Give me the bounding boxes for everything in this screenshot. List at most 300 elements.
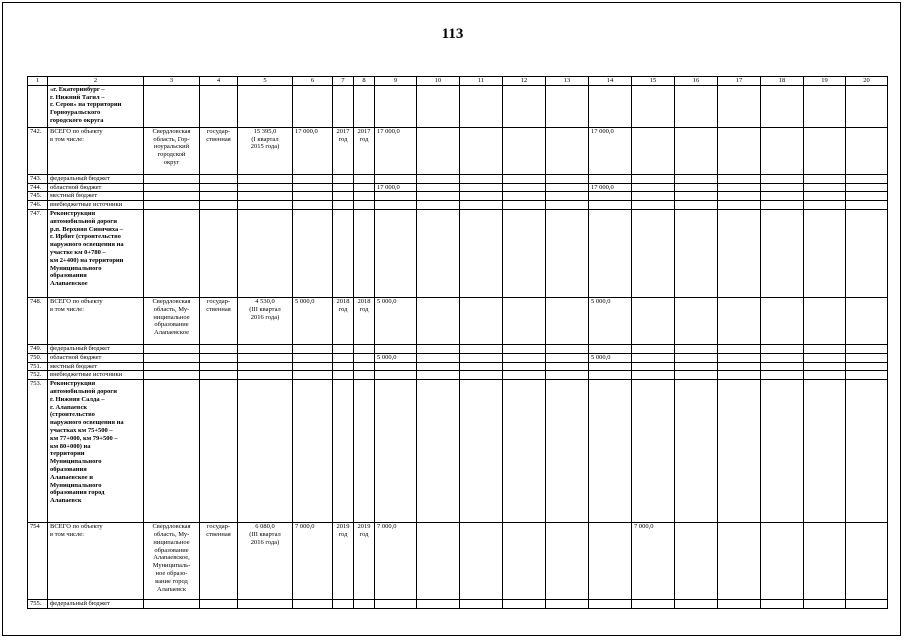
table-row	[28, 127, 888, 174]
table-row	[28, 523, 888, 600]
cell-c3: Свердловская область, Му- ниципальное образование Алапаевское, Муниципаль- ное образо- вание город Алапаевск	[144, 523, 200, 600]
cell-c9	[375, 600, 417, 609]
cell-c3	[144, 174, 200, 183]
empty-cell	[417, 362, 460, 371]
cell-c8	[354, 344, 375, 353]
cell-c14: 17 000,0	[589, 127, 632, 174]
cell-c14: 17 000,0	[589, 183, 632, 192]
cell-c6	[293, 201, 333, 210]
cell-c4	[200, 600, 238, 609]
empty-cell	[417, 192, 460, 201]
cell-c4: государ- ственная	[200, 523, 238, 600]
row-number: 753.	[28, 380, 48, 523]
table-row	[28, 362, 888, 371]
cell-c5	[238, 344, 293, 353]
empty-cell	[460, 344, 503, 353]
empty-cell	[417, 209, 460, 297]
cell-c3	[144, 353, 200, 362]
empty-cell	[761, 523, 804, 600]
empty-cell	[718, 380, 761, 523]
row-name: Реконструкция автомобильной дороги г. Нижняя Салда – г. Алапаевск (строительство наружного освещения на участках км 75+500 – км 77+000, км 79+500 – км 80+000) на территории Муниципального образования Алапаевское и Муниципального образования город Алапаевск	[48, 380, 144, 523]
empty-cell	[675, 380, 718, 523]
empty-cell	[804, 600, 846, 609]
cell-c14	[589, 174, 632, 183]
empty-cell	[546, 201, 589, 210]
cell-c6	[293, 192, 333, 201]
empty-cell	[546, 192, 589, 201]
table-row	[28, 192, 888, 201]
cell-c3	[144, 209, 200, 297]
table-row	[28, 297, 888, 344]
row-name: федеральный бюджет	[48, 344, 144, 353]
cell-c5	[238, 183, 293, 192]
cell-c15	[632, 600, 675, 609]
empty-cell	[675, 371, 718, 380]
page-number: 113	[441, 26, 464, 42]
row-name: ВСЕГО по объекту в том числе:	[48, 127, 144, 174]
cell-c4	[200, 201, 238, 210]
cell-c14	[589, 209, 632, 297]
empty-cell	[761, 192, 804, 201]
empty-cell	[460, 174, 503, 183]
empty-cell	[503, 600, 546, 609]
cell-c8	[354, 183, 375, 192]
empty-cell	[846, 523, 888, 600]
cell-c9: 17 000,0	[375, 127, 417, 174]
cell-c7	[333, 174, 354, 183]
cell-c4	[200, 183, 238, 192]
empty-cell	[417, 183, 460, 192]
empty-cell	[503, 523, 546, 600]
empty-cell	[460, 127, 503, 174]
empty-cell	[546, 127, 589, 174]
column-header: 6	[293, 77, 333, 86]
row-number	[28, 85, 48, 127]
cell-c15: 7 000,0	[632, 523, 675, 600]
cell-c7	[333, 371, 354, 380]
cell-c15	[632, 362, 675, 371]
cell-c15	[632, 297, 675, 344]
empty-cell	[417, 380, 460, 523]
cell-c7	[333, 344, 354, 353]
cell-c6	[293, 344, 333, 353]
empty-cell	[804, 201, 846, 210]
cell-c5	[238, 174, 293, 183]
cell-c14	[589, 371, 632, 380]
table-row	[28, 600, 888, 609]
cell-c8	[354, 371, 375, 380]
row-number: 749.	[28, 344, 48, 353]
cell-c14	[589, 192, 632, 201]
empty-cell	[804, 362, 846, 371]
empty-cell	[761, 201, 804, 210]
cell-c3	[144, 371, 200, 380]
row-number: 745.	[28, 192, 48, 201]
cell-c7	[333, 85, 354, 127]
row-number: 746.	[28, 201, 48, 210]
column-header: 16	[675, 77, 718, 86]
empty-cell	[804, 523, 846, 600]
row-number: 755.	[28, 600, 48, 609]
column-header: 4	[200, 77, 238, 86]
empty-cell	[761, 174, 804, 183]
empty-cell	[804, 183, 846, 192]
row-number: 743.	[28, 174, 48, 183]
cell-c15	[632, 192, 675, 201]
empty-cell	[846, 344, 888, 353]
empty-cell	[761, 297, 804, 344]
cell-c15	[632, 209, 675, 297]
cell-c5	[238, 371, 293, 380]
empty-cell	[503, 192, 546, 201]
cell-c3	[144, 600, 200, 609]
cell-c4	[200, 174, 238, 183]
cell-c15	[632, 201, 675, 210]
empty-cell	[417, 371, 460, 380]
cell-c6: 5 000,0	[293, 297, 333, 344]
empty-cell	[804, 127, 846, 174]
cell-c14: 5 000,0	[589, 353, 632, 362]
empty-cell	[675, 209, 718, 297]
row-name: ВСЕГО по объекту в том числе:	[48, 523, 144, 600]
empty-cell	[846, 600, 888, 609]
cell-c5	[238, 362, 293, 371]
empty-cell	[417, 344, 460, 353]
cell-c6	[293, 600, 333, 609]
table-row	[28, 174, 888, 183]
empty-cell	[846, 353, 888, 362]
column-header: 7	[333, 77, 354, 86]
empty-cell	[804, 174, 846, 183]
cell-c8	[354, 209, 375, 297]
cell-c8	[354, 353, 375, 362]
column-header: 2	[48, 77, 144, 86]
empty-cell	[546, 344, 589, 353]
cell-c4	[200, 362, 238, 371]
cell-c5	[238, 600, 293, 609]
row-number: 751.	[28, 362, 48, 371]
cell-c7	[333, 201, 354, 210]
empty-cell	[460, 600, 503, 609]
table-row	[28, 209, 888, 297]
cell-c6: 7 000,0	[293, 523, 333, 600]
empty-cell	[761, 600, 804, 609]
empty-cell	[503, 362, 546, 371]
row-name: местный бюджет	[48, 192, 144, 201]
column-header: 8	[354, 77, 375, 86]
cell-c4	[200, 353, 238, 362]
cell-c14	[589, 523, 632, 600]
empty-cell	[761, 344, 804, 353]
cell-c9	[375, 192, 417, 201]
empty-cell	[460, 371, 503, 380]
cell-c3	[144, 380, 200, 523]
column-header: 13	[546, 77, 589, 86]
column-header: 15	[632, 77, 675, 86]
empty-cell	[718, 371, 761, 380]
empty-cell	[546, 297, 589, 344]
cell-c8	[354, 174, 375, 183]
cell-c7	[333, 209, 354, 297]
cell-c14	[589, 380, 632, 523]
empty-cell	[546, 600, 589, 609]
empty-cell	[846, 192, 888, 201]
empty-cell	[546, 174, 589, 183]
cell-c3	[144, 362, 200, 371]
table-row	[28, 183, 888, 192]
cell-c15	[632, 174, 675, 183]
table-row	[28, 344, 888, 353]
cell-c5	[238, 85, 293, 127]
cell-c4	[200, 192, 238, 201]
empty-cell	[846, 85, 888, 127]
empty-cell	[804, 192, 846, 201]
cell-c8	[354, 380, 375, 523]
column-header: 3	[144, 77, 200, 86]
column-header: 12	[503, 77, 546, 86]
budget-table	[27, 76, 888, 609]
empty-cell	[460, 523, 503, 600]
cell-c4	[200, 209, 238, 297]
cell-c9	[375, 201, 417, 210]
empty-cell	[718, 209, 761, 297]
empty-cell	[675, 183, 718, 192]
empty-cell	[417, 201, 460, 210]
cell-c9: 7 000,0	[375, 523, 417, 600]
empty-cell	[503, 85, 546, 127]
cell-c8: 2017 год	[354, 127, 375, 174]
empty-cell	[546, 523, 589, 600]
row-name: Реконструкция автомобильной дороги р.п. Верхняя Синячиха – г. Ирбит (строительство наружного освещения на участке км 0+780 – км 2+400) на территории Муниципального образования Алапаевское	[48, 209, 144, 297]
cell-c3	[144, 344, 200, 353]
cell-c15	[632, 371, 675, 380]
empty-cell	[417, 297, 460, 344]
cell-c7: 2019 год	[333, 523, 354, 600]
cell-c6	[293, 85, 333, 127]
empty-cell	[846, 183, 888, 192]
empty-cell	[675, 297, 718, 344]
empty-cell	[804, 371, 846, 380]
empty-cell	[546, 85, 589, 127]
row-number: 750.	[28, 353, 48, 362]
cell-c14	[589, 600, 632, 609]
empty-cell	[460, 297, 503, 344]
cell-c14	[589, 344, 632, 353]
row-number: 748.	[28, 297, 48, 344]
row-name: «г. Екатеринбург – г. Нижний Тагил – г. Серов» на территории Горноуральского городского округа	[48, 85, 144, 127]
empty-cell	[846, 209, 888, 297]
cell-c6	[293, 371, 333, 380]
cell-c15	[632, 85, 675, 127]
empty-cell	[503, 371, 546, 380]
cell-c6	[293, 380, 333, 523]
table-row	[28, 353, 888, 362]
cell-c6	[293, 353, 333, 362]
empty-cell	[546, 371, 589, 380]
table-row	[28, 85, 888, 127]
cell-c7: 2018 год	[333, 297, 354, 344]
empty-cell	[503, 127, 546, 174]
column-header: 14	[589, 77, 632, 86]
cell-c4	[200, 371, 238, 380]
cell-c5	[238, 353, 293, 362]
empty-cell	[718, 192, 761, 201]
empty-cell	[460, 183, 503, 192]
empty-cell	[761, 85, 804, 127]
row-number: 754	[28, 523, 48, 600]
row-name: федеральный бюджет	[48, 600, 144, 609]
cell-c9	[375, 371, 417, 380]
empty-cell	[460, 380, 503, 523]
cell-c6	[293, 183, 333, 192]
empty-cell	[761, 362, 804, 371]
empty-cell	[460, 192, 503, 201]
cell-c5	[238, 209, 293, 297]
cell-c3	[144, 192, 200, 201]
empty-cell	[846, 127, 888, 174]
empty-cell	[846, 297, 888, 344]
cell-c3	[144, 85, 200, 127]
cell-c9	[375, 85, 417, 127]
cell-c8	[354, 362, 375, 371]
empty-cell	[503, 209, 546, 297]
column-header: 5	[238, 77, 293, 86]
empty-cell	[503, 183, 546, 192]
empty-cell	[675, 174, 718, 183]
empty-cell	[804, 209, 846, 297]
cell-c6	[293, 174, 333, 183]
empty-cell	[675, 362, 718, 371]
empty-cell	[417, 353, 460, 362]
empty-cell	[460, 201, 503, 210]
cell-c7	[333, 362, 354, 371]
empty-cell	[503, 380, 546, 523]
cell-c7	[333, 600, 354, 609]
empty-cell	[546, 380, 589, 523]
cell-c15	[632, 344, 675, 353]
row-name: местный бюджет	[48, 362, 144, 371]
empty-cell	[846, 362, 888, 371]
empty-cell	[417, 600, 460, 609]
empty-cell	[718, 183, 761, 192]
cell-c9: 5 000,0	[375, 297, 417, 344]
cell-c5	[238, 201, 293, 210]
cell-c5: 6 080,0 (III квартал 2016 года)	[238, 523, 293, 600]
empty-cell	[761, 183, 804, 192]
cell-c7	[333, 183, 354, 192]
empty-cell	[503, 344, 546, 353]
empty-cell	[460, 85, 503, 127]
empty-cell	[718, 362, 761, 371]
empty-cell	[546, 183, 589, 192]
empty-cell	[846, 174, 888, 183]
cell-c5	[238, 380, 293, 523]
empty-cell	[417, 127, 460, 174]
cell-c7	[333, 380, 354, 523]
row-name: ВСЕГО по объекту в том числе:	[48, 297, 144, 344]
cell-c9	[375, 174, 417, 183]
empty-cell	[846, 371, 888, 380]
cell-c9	[375, 362, 417, 371]
empty-cell	[460, 209, 503, 297]
cell-c8: 2019 год	[354, 523, 375, 600]
cell-c14: 5 000,0	[589, 297, 632, 344]
cell-c4	[200, 344, 238, 353]
cell-c7	[333, 353, 354, 362]
cell-c8	[354, 192, 375, 201]
empty-cell	[761, 209, 804, 297]
empty-cell	[804, 353, 846, 362]
cell-c7	[333, 192, 354, 201]
empty-cell	[503, 201, 546, 210]
cell-c9	[375, 380, 417, 523]
cell-c15	[632, 380, 675, 523]
empty-cell	[675, 127, 718, 174]
empty-cell	[761, 353, 804, 362]
table-row	[28, 380, 888, 523]
row-name: областной бюджет	[48, 353, 144, 362]
cell-c5	[238, 192, 293, 201]
empty-cell	[718, 174, 761, 183]
cell-c8	[354, 85, 375, 127]
empty-cell	[718, 201, 761, 210]
empty-cell	[675, 192, 718, 201]
empty-cell	[804, 344, 846, 353]
row-name: областной бюджет	[48, 183, 144, 192]
empty-cell	[675, 600, 718, 609]
empty-cell	[761, 127, 804, 174]
cell-c6	[293, 362, 333, 371]
empty-cell	[503, 297, 546, 344]
column-header: 1	[28, 77, 48, 86]
cell-c14	[589, 362, 632, 371]
empty-cell	[417, 174, 460, 183]
column-header: 20	[846, 77, 888, 86]
row-number: 747.	[28, 209, 48, 297]
cell-c14	[589, 85, 632, 127]
cell-c15	[632, 353, 675, 362]
cell-c3: Свердловская область, Му- ниципальное образование Алапаевское	[144, 297, 200, 344]
empty-cell	[846, 380, 888, 523]
cell-c9: 17 000,0	[375, 183, 417, 192]
cell-c15	[632, 127, 675, 174]
cell-c9	[375, 344, 417, 353]
column-header: 17	[718, 77, 761, 86]
column-header: 11	[460, 77, 503, 86]
cell-c8: 2018 год	[354, 297, 375, 344]
empty-cell	[804, 85, 846, 127]
empty-cell	[546, 209, 589, 297]
column-header: 9	[375, 77, 417, 86]
row-name: внебюджетные источники	[48, 371, 144, 380]
empty-cell	[675, 201, 718, 210]
table-row	[28, 201, 888, 210]
cell-c9: 5 000,0	[375, 353, 417, 362]
empty-cell	[675, 353, 718, 362]
cell-c3	[144, 183, 200, 192]
column-header: 10	[417, 77, 460, 86]
cell-c5: 4 530,0 (III квартал 2016 года)	[238, 297, 293, 344]
empty-cell	[675, 85, 718, 127]
cell-c3: Свердловская область, Гор- ноуральский городской округ	[144, 127, 200, 174]
empty-cell	[546, 353, 589, 362]
empty-cell	[718, 600, 761, 609]
row-name: внебюджетные источники	[48, 201, 144, 210]
cell-c8	[354, 600, 375, 609]
empty-cell	[718, 297, 761, 344]
empty-cell	[718, 523, 761, 600]
empty-cell	[503, 174, 546, 183]
